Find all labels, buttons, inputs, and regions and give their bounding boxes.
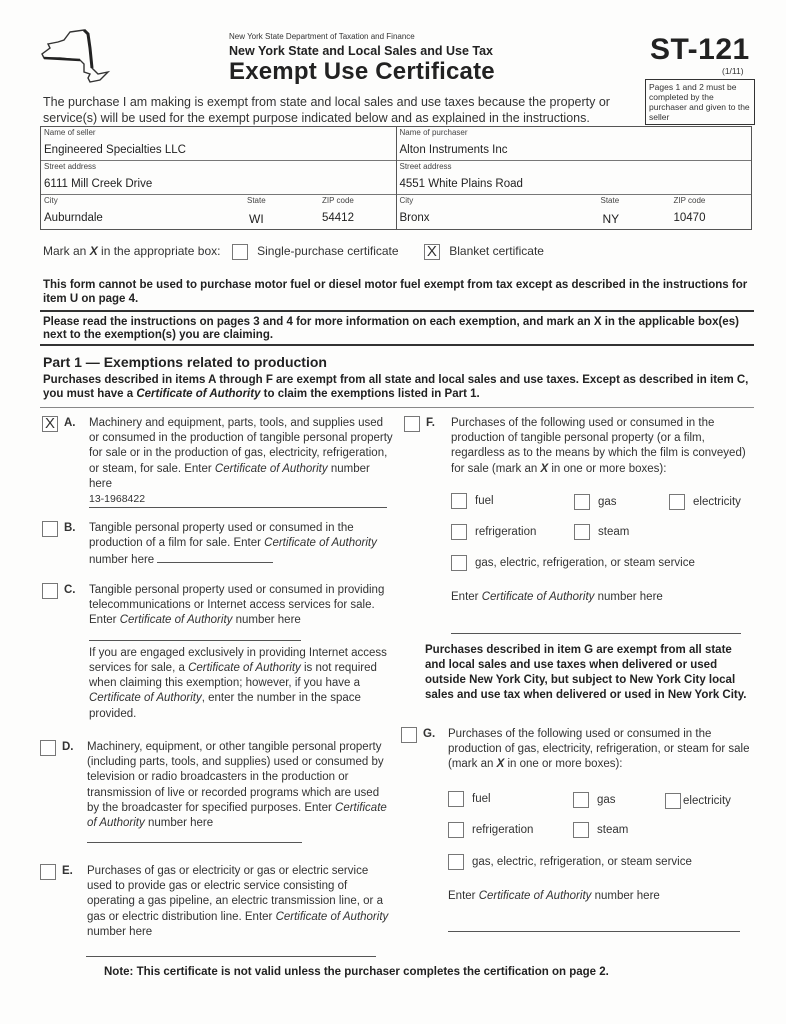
read-instructions-note: Please read the instructions on pages 3 and 4 for more information on each exemption, and mark an X in the applicable box(es) next to the exemption(s) you are claiming.	[43, 316, 739, 341]
form-number: ST-121	[650, 33, 750, 66]
item-g-option-refrigeration: refrigeration	[448, 822, 533, 838]
seller-section	[41, 127, 397, 229]
form-revision: (1/11)	[722, 66, 744, 76]
exemption-item-c	[42, 583, 392, 728]
item-a-letter: A.	[64, 417, 76, 429]
purchaser-name-label: Name of purchaser	[399, 128, 468, 137]
item-d-checkbox[interactable]	[40, 740, 56, 756]
item-e-checkbox[interactable]	[40, 864, 56, 880]
item-g-cert-number-field[interactable]	[448, 920, 740, 932]
seller-state-field[interactable]: WI	[249, 212, 264, 226]
item-e-cert-number-field[interactable]	[86, 956, 376, 957]
item-e-text: Purchases of gas or electricity or gas or electric service used to provide gas or electric service consisting of operating a gas pipeline, an electric transmission line, or a gas or electric distribution line. Enter Certificate of Authority number here	[87, 865, 389, 938]
item-g-option-gas: gas	[573, 792, 616, 808]
item-g-option-fuel: fuel	[448, 791, 491, 807]
footer-note: Note: This certificate is not valid unless the purchaser completes the certification on page 2.	[104, 966, 609, 978]
seller-name-label: Name of seller	[44, 128, 96, 137]
seller-street-field[interactable]: 6111 Mill Creek Drive	[44, 178, 153, 190]
exemption-item-b	[42, 521, 392, 571]
item-a-text: Machinery and equipment, parts, tools, and supplies used or consumed in the production of tangible personal property for sale or in the production of gas, electricity, refrigeration, or steam, for sale. Enter Certificate of Authority number here 13-1968422	[89, 416, 394, 508]
seller-zip-label: ZIP code	[322, 196, 354, 205]
exemption-item-f	[404, 416, 754, 486]
purchaser-city-label: City	[399, 196, 414, 205]
purchaser-state-label: State	[600, 196, 620, 205]
purchaser-zip-label: ZIP code	[673, 196, 706, 205]
item-g-option-service: gas, electric, refrigeration, or steam service	[448, 854, 692, 870]
seller-street-label: Street address	[44, 162, 97, 171]
item-b-cert-number-field[interactable]	[157, 551, 273, 563]
item-g-enter-cert-label: Enter Certificate of Authority number here	[448, 890, 660, 902]
certificate-type-row	[43, 244, 544, 260]
item-f-cert-number-field[interactable]	[451, 622, 741, 634]
item-a-checkbox[interactable]: X	[42, 416, 58, 432]
item-g-checkbox[interactable]	[401, 727, 417, 743]
divider	[40, 344, 754, 346]
item-f-fuel-checkbox[interactable]	[451, 493, 467, 509]
item-c-letter: C.	[64, 584, 76, 596]
item-f-option-steam: steam	[574, 524, 629, 540]
item-f-steam-checkbox[interactable]	[574, 524, 590, 540]
item-d-text: Machinery, equipment, or other tangible personal property (including parts, tools, and supplies) used or consumed by television or radio broadcasters in the production or transmission of live or recorded programs which are used by the broadcaster for specified purposes. Enter Certificate of Authority number here	[87, 740, 392, 848]
item-f-option-gas: gas	[574, 494, 617, 510]
item-f-option-service: gas, electric, refrigeration, or steam service	[451, 555, 695, 571]
party-info-table	[40, 126, 752, 230]
item-a-cert-number-field[interactable]: 13-1968422	[89, 492, 387, 508]
item-b-text: Tangible personal property used or consumed in the production of a film for sale. Enter Certificate of Authority number here	[89, 522, 377, 567]
item-f-option-electricity: electricity	[669, 494, 741, 510]
item-f-electricity-checkbox[interactable]	[669, 494, 685, 510]
item-g-option-steam: steam	[573, 822, 628, 838]
seller-city-field[interactable]: Auburndale	[44, 212, 103, 224]
purchaser-street-field[interactable]: 4551 White Plains Road	[399, 178, 523, 190]
purchaser-state-field[interactable]: NY	[602, 212, 620, 226]
form-title: Exempt Use Certificate	[229, 58, 495, 85]
item-g-service-checkbox[interactable]	[448, 854, 464, 870]
certificate-type-prompt: Mark an X in the appropriate box:	[43, 244, 221, 259]
divider	[40, 310, 754, 312]
part1-title: Part 1 — Exemptions related to production	[43, 354, 327, 370]
blanket-certificate-label: Blanket certificate	[449, 244, 544, 259]
seller-zip-field[interactable]: 54412	[322, 212, 354, 224]
part1-description: Purchases described in items A through F are exempt from all state and local sales and use taxes. Except as described in item C, you must have a Certificate of Authority to claim the exemptions listed in Part 1.	[43, 374, 749, 400]
item-f-service-checkbox[interactable]	[451, 555, 467, 571]
purchaser-name-field[interactable]: Alton Instruments Inc	[399, 144, 508, 156]
purchaser-zip-field[interactable]: 10470	[673, 212, 706, 224]
item-c-cert-number-field[interactable]	[89, 629, 301, 641]
divider	[40, 407, 754, 408]
single-purchase-checkbox[interactable]	[232, 244, 248, 260]
item-d-cert-number-field[interactable]	[87, 831, 302, 843]
item-f-checkbox[interactable]	[404, 416, 420, 432]
seller-city-label: City	[44, 196, 58, 205]
exemption-item-d	[40, 740, 390, 855]
purchaser-section	[397, 127, 752, 229]
seller-name-field[interactable]: Engineered Specialties LLC	[44, 144, 186, 156]
form-subtitle: New York State and Local Sales and Use Tax	[229, 44, 493, 58]
single-purchase-label: Single-purchase certificate	[257, 244, 399, 259]
exemption-item-a	[42, 416, 392, 516]
item-g-refrigeration-checkbox[interactable]	[448, 822, 464, 838]
item-g-text: Purchases of the following used or consumed in the production of gas, electricity, refrigeration, or steam for sale (mark an X in one or more boxes):	[448, 728, 750, 771]
blanket-certificate-checkbox[interactable]: X	[424, 244, 440, 260]
item-f-text: Purchases of the following used or consumed in the production of tangible personal property (or a film, regardless as to the means by which the film is conveyed) for sale (mark an X in one or more boxes):	[451, 417, 746, 475]
instructions-note-box: Pages 1 and 2 must be completed by the purchaser and given to the seller	[645, 79, 755, 125]
purchaser-city-field[interactable]: Bronx	[399, 212, 430, 224]
item-g-tax-note: Purchases described in item G are exempt from all state and local sales and use taxes when delivered or used outside New York City, but subject to New York City local sales and use tax when delivered or used in New York City.	[425, 644, 747, 701]
item-g-steam-checkbox[interactable]	[573, 822, 589, 838]
item-b-checkbox[interactable]	[42, 521, 58, 537]
item-g-fuel-checkbox[interactable]	[448, 791, 464, 807]
item-f-gas-checkbox[interactable]	[574, 494, 590, 510]
seller-state-label: State	[247, 196, 266, 205]
exemption-item-e	[40, 864, 390, 954]
item-c-text: Tangible personal property used or consumed in providing telecommunications or Internet access services for sale. Enter Certificate of Authority number here If you are engaged exclusively in providing Internet access services for sale, a Certificate of Authority is not required when claiming this exemption; however, if you have a Certificate of Authority, enter the number in the space provided.	[89, 584, 387, 720]
motor-fuel-warning: This form cannot be used to purchase motor fuel or diesel motor fuel exempt from tax except as described in the instructions for item U on page 4.	[43, 279, 748, 305]
item-g-option-electricity: electricity	[665, 793, 731, 809]
item-f-option-refrigeration: refrigeration	[451, 524, 536, 540]
department-name: New York State Department of Taxation and Finance	[229, 32, 415, 41]
exemption-item-g	[401, 727, 751, 782]
item-f-enter-cert-label: Enter Certificate of Authority number here	[451, 591, 663, 603]
item-c-checkbox[interactable]	[42, 583, 58, 599]
item-g-letter: G.	[423, 728, 436, 740]
item-g-electricity-checkbox[interactable]	[665, 793, 681, 809]
item-e-letter: E.	[62, 865, 73, 877]
item-f-letter: F.	[426, 417, 435, 429]
new-york-state-map-icon	[40, 28, 112, 84]
item-g-gas-checkbox[interactable]	[573, 792, 589, 808]
item-f-option-fuel: fuel	[451, 493, 494, 509]
item-f-refrigeration-checkbox[interactable]	[451, 524, 467, 540]
intro-statement: The purchase I am making is exempt from state and local sales and use taxes because the property or service(s) will be used for the exempt purpose indicated below and as explained in the instructions.	[43, 95, 610, 125]
purchaser-street-label: Street address	[399, 162, 452, 171]
item-b-letter: B.	[64, 522, 76, 534]
item-d-letter: D.	[62, 741, 74, 753]
